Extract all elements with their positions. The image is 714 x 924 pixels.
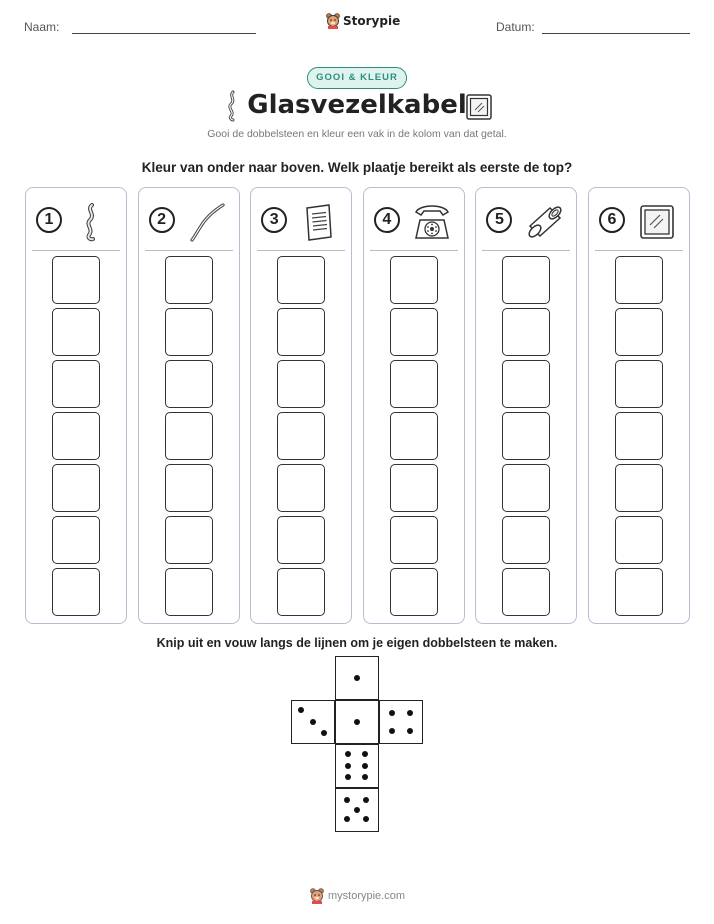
color-cell[interactable] bbox=[502, 412, 550, 460]
dice-pip bbox=[345, 763, 351, 769]
date-line[interactable] bbox=[542, 33, 690, 34]
color-cell[interactable] bbox=[52, 256, 100, 304]
column-1 bbox=[25, 187, 127, 624]
glass-panel-icon bbox=[466, 94, 492, 120]
color-cell[interactable] bbox=[52, 308, 100, 356]
dice-pip bbox=[345, 774, 351, 780]
dice-pip bbox=[354, 807, 360, 813]
column-5 bbox=[475, 187, 577, 624]
color-cell[interactable] bbox=[277, 360, 325, 408]
document-icon bbox=[297, 200, 341, 244]
bear-icon bbox=[310, 888, 324, 904]
color-cell[interactable] bbox=[52, 464, 100, 512]
dice-pip bbox=[362, 774, 368, 780]
column-divider bbox=[257, 250, 345, 251]
color-cell[interactable] bbox=[502, 568, 550, 616]
column-2 bbox=[138, 187, 240, 624]
color-cell[interactable] bbox=[277, 464, 325, 512]
column-number: 6 bbox=[599, 207, 625, 233]
column-3 bbox=[250, 187, 352, 624]
instruction: Kleur van onder naar boven. Welk plaatje bereikt als eerste de top? bbox=[141, 160, 573, 175]
dice-instruction: Knip uit en vouw langs de lijnen om je eigen dobbelsteen te maken. bbox=[156, 636, 558, 650]
column-divider bbox=[32, 250, 120, 251]
column-number: 4 bbox=[374, 207, 400, 233]
color-cell[interactable] bbox=[390, 464, 438, 512]
glass-panel-icon bbox=[635, 200, 679, 244]
color-cell[interactable] bbox=[165, 360, 213, 408]
dice-pip bbox=[344, 797, 350, 803]
column-number: 1 bbox=[36, 207, 62, 233]
color-cell[interactable] bbox=[502, 308, 550, 356]
dice-pip bbox=[321, 730, 327, 736]
dice-face-4 bbox=[379, 700, 423, 744]
fiber-strand-icon bbox=[185, 200, 229, 244]
pipe-icon bbox=[522, 200, 566, 244]
dice-pip bbox=[354, 675, 360, 681]
brand-logo bbox=[326, 13, 400, 29]
color-cell[interactable] bbox=[52, 568, 100, 616]
dice-pip bbox=[407, 710, 413, 716]
color-cell[interactable] bbox=[615, 256, 663, 304]
subtitle: Gooi de dobbelsteen en kleur een vak in de kolom van dat getal. bbox=[207, 128, 507, 140]
dice-face-3 bbox=[291, 700, 335, 744]
dice-pip bbox=[363, 816, 369, 822]
column-number: 2 bbox=[149, 207, 175, 233]
color-cell[interactable] bbox=[502, 516, 550, 564]
color-cell[interactable] bbox=[615, 464, 663, 512]
footer bbox=[310, 888, 405, 904]
column-divider bbox=[595, 250, 683, 251]
color-cell[interactable] bbox=[615, 360, 663, 408]
color-cell[interactable] bbox=[502, 464, 550, 512]
page-title: Glasvezelkabel bbox=[247, 90, 467, 120]
activity-badge: GOOI & KLEUR bbox=[307, 67, 407, 89]
color-cell[interactable] bbox=[390, 308, 438, 356]
color-cell[interactable] bbox=[390, 568, 438, 616]
date-label: Datum: bbox=[496, 20, 535, 34]
column-4 bbox=[363, 187, 465, 624]
color-cell[interactable] bbox=[277, 308, 325, 356]
color-cell[interactable] bbox=[165, 412, 213, 460]
color-cell[interactable] bbox=[390, 256, 438, 304]
name-label: Naam: bbox=[24, 20, 60, 34]
column-divider bbox=[482, 250, 570, 251]
color-cell[interactable] bbox=[165, 256, 213, 304]
color-cell[interactable] bbox=[390, 360, 438, 408]
dice-pip bbox=[362, 751, 368, 757]
color-cell[interactable] bbox=[52, 516, 100, 564]
dice-pip bbox=[344, 816, 350, 822]
color-cell[interactable] bbox=[52, 412, 100, 460]
color-cell[interactable] bbox=[502, 360, 550, 408]
dice-pip bbox=[310, 719, 316, 725]
column-number: 3 bbox=[261, 207, 287, 233]
color-cell[interactable] bbox=[277, 516, 325, 564]
color-cell[interactable] bbox=[390, 516, 438, 564]
dice-pip bbox=[345, 751, 351, 757]
color-cell[interactable] bbox=[165, 516, 213, 564]
color-cell[interactable] bbox=[165, 308, 213, 356]
dice-face-1 bbox=[335, 700, 379, 744]
color-cell[interactable] bbox=[165, 568, 213, 616]
color-cell[interactable] bbox=[52, 360, 100, 408]
color-cell[interactable] bbox=[277, 568, 325, 616]
color-cell[interactable] bbox=[277, 412, 325, 460]
color-cell[interactable] bbox=[502, 256, 550, 304]
dice-face-5 bbox=[335, 788, 379, 832]
bear-icon bbox=[326, 13, 340, 29]
color-cell[interactable] bbox=[390, 412, 438, 460]
column-6 bbox=[588, 187, 690, 624]
telephone-icon bbox=[410, 200, 454, 244]
column-divider bbox=[145, 250, 233, 251]
color-cell[interactable] bbox=[165, 464, 213, 512]
color-cell[interactable] bbox=[615, 516, 663, 564]
color-cell[interactable] bbox=[615, 568, 663, 616]
name-line[interactable] bbox=[72, 33, 256, 34]
color-cell[interactable] bbox=[615, 308, 663, 356]
column-number: 5 bbox=[486, 207, 512, 233]
dice-pip bbox=[363, 797, 369, 803]
dice-pip bbox=[354, 719, 360, 725]
dice-face-6 bbox=[335, 744, 379, 788]
worm-icon bbox=[72, 200, 116, 244]
color-cell[interactable] bbox=[615, 412, 663, 460]
dice-pip bbox=[389, 728, 395, 734]
dice-pip bbox=[407, 728, 413, 734]
footer-url: mystorypie.com bbox=[328, 890, 406, 902]
color-cell[interactable] bbox=[277, 256, 325, 304]
column-divider bbox=[370, 250, 458, 251]
brand-name: Storypie bbox=[343, 14, 401, 28]
dice-face-1 bbox=[335, 656, 379, 700]
dice-pip bbox=[298, 707, 304, 713]
dice-pip bbox=[362, 763, 368, 769]
dice-pip bbox=[389, 710, 395, 716]
